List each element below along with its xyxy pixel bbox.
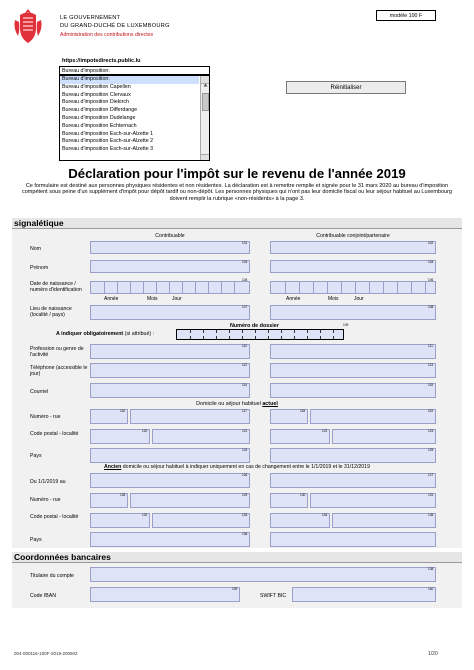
list-item[interactable]: Bureau d'imposition Echternach (62, 122, 137, 129)
field-courriel-1[interactable] (90, 383, 250, 398)
field-telephone-2[interactable] (270, 363, 436, 378)
field-iban[interactable] (90, 587, 240, 602)
bureau-select-value: Bureau d'imposition: (62, 68, 110, 74)
code-133: 133 (242, 513, 248, 517)
field-rue-1[interactable] (130, 409, 250, 424)
code-138: 138 (428, 567, 434, 571)
label-iban: Code IBAN (30, 593, 56, 599)
dossier-label-strong: A indiquer obligatoirement (56, 331, 124, 337)
list-item[interactable]: Bureau d'imposition Esch-sur-Alzette 1 (62, 130, 154, 137)
field-titulaire[interactable] (90, 567, 436, 582)
field-prenom-2[interactable] (270, 260, 436, 273)
label-telephone: Téléphone (accessible le jour) (30, 365, 88, 377)
field-dob-1[interactable] (90, 281, 250, 294)
code-139: 139 (232, 587, 238, 591)
code-130: 130 (300, 493, 306, 497)
list-item[interactable]: Bureau d'imposition Dudelange (62, 115, 136, 121)
domicile-title (0, 401, 474, 407)
section-signaletique: signalétique (12, 218, 462, 229)
ancien-prefix: Ancien (104, 464, 122, 470)
field-du-2[interactable] (270, 473, 436, 488)
label-code-postal: Code postal - localité (30, 431, 79, 437)
list-item[interactable]: Bureau d'imposition Differdange (62, 107, 138, 114)
label-mois-1: Mois (147, 296, 158, 302)
col-header-conjoint: Contribuable conjoint/partenaire (316, 233, 390, 239)
field-swift[interactable] (292, 587, 436, 602)
field-loc-1[interactable] (152, 429, 250, 444)
code-107: 107 (242, 305, 248, 309)
field-cp-2[interactable] (270, 429, 330, 444)
field-profession-2[interactable] (270, 344, 436, 359)
code-116: 116 (120, 409, 126, 413)
model-box: modèle 100 F (376, 10, 436, 21)
field-loc-2[interactable] (332, 429, 436, 444)
footer-code: 004-000116-100F-2019-200502 (14, 651, 78, 656)
code-111: 111 (428, 344, 433, 348)
label-pays: Pays (30, 453, 42, 459)
field-anc-rue-1[interactable] (130, 493, 250, 508)
code-131: 131 (428, 493, 434, 497)
field-anc-loc-2[interactable] (332, 513, 436, 528)
label-courriel: Courriel (30, 389, 49, 395)
code-105: 105 (242, 278, 248, 282)
field-courriel-2[interactable] (270, 383, 436, 398)
code-112: 112 (242, 363, 248, 367)
code-136: 136 (242, 532, 248, 536)
list-item[interactable]: Bureau d'imposition Clervaux (62, 91, 131, 98)
field-prenom-1[interactable] (90, 260, 250, 273)
field-dob-2[interactable] (270, 281, 436, 294)
code-115: 115 (428, 383, 434, 387)
coat-of-arms-logo (12, 8, 44, 46)
field-anc-pays-1[interactable] (90, 532, 250, 547)
label-nom: Nom (30, 246, 41, 252)
label-jour-1: Jour (172, 296, 182, 302)
field-dossier[interactable] (176, 329, 344, 340)
gov-line-1: LE GOUVERNEMENT (60, 15, 121, 21)
code-135: 135 (428, 513, 434, 517)
code-129: 129 (242, 493, 248, 497)
code-125: 125 (428, 448, 434, 452)
bureau-select[interactable] (59, 66, 210, 75)
code-123: 123 (428, 429, 434, 433)
code-102: 102 (428, 241, 434, 245)
label-titulaire: Titulaire du compte (30, 573, 74, 579)
code-114: 114 (242, 383, 248, 387)
list-item[interactable]: Bureau d'imposition Capellen (62, 83, 131, 90)
admin-line: Administration des contributions directes (60, 32, 154, 38)
label-jour-2: Jour (354, 296, 364, 302)
domicile-actuel: actuel (262, 401, 278, 407)
label-mois-2: Mois (328, 296, 339, 302)
code-134: 134 (322, 513, 328, 517)
bureau-listbox[interactable] (59, 75, 210, 161)
code-128: 128 (120, 493, 126, 497)
label-numero-rue: Numéro - rue (30, 414, 61, 420)
field-pays-1[interactable] (90, 448, 250, 463)
code-104: 104 (428, 260, 434, 264)
label-dob: Date de naissance / numéro d'identification (30, 281, 82, 293)
field-telephone-1[interactable] (90, 363, 250, 378)
code-126: 126 (242, 473, 248, 477)
label-annee-1: Année (104, 296, 119, 302)
code-118: 118 (300, 409, 306, 413)
code-108: 108 (428, 305, 434, 309)
dossier-label-hint: (si attribué) : (124, 331, 155, 337)
field-profession-1[interactable] (90, 344, 250, 359)
field-nom-2[interactable] (270, 241, 436, 254)
list-item[interactable]: Bureau d'imposition Esch-sur-Alzette 2 (62, 138, 154, 145)
dossier-title: Numéro de dossier (230, 323, 279, 329)
site-url: https://impotsdirects.public.lu (62, 58, 141, 64)
domicile-title-text: Domicile ou séjour habituel (196, 401, 261, 407)
list-item[interactable]: Bureau d'imposition: (60, 76, 199, 84)
code-121: 121 (242, 429, 248, 433)
code-140: 140 (428, 587, 434, 591)
col-header-contribuable: Contribuable (155, 233, 185, 239)
code-122: 122 (322, 429, 328, 433)
ancien-text: domicile ou séjour habituel à indiquer uniquement en cas de changement entre le 1/1/2019 et le 31/12/2019 (122, 464, 370, 470)
field-anc-rue-2[interactable] (310, 493, 436, 508)
code-101: 101 (242, 241, 248, 245)
label-code-postal-2: Code postal - localité (30, 514, 79, 520)
scroll-thumb[interactable] (202, 93, 209, 111)
chevron-down-icon[interactable] (201, 154, 210, 161)
field-rue-2[interactable] (310, 409, 436, 424)
page-title: Déclaration pour l'impôt sur le revenu de l'année 2019 (68, 166, 406, 181)
code-113: 113 (428, 363, 434, 367)
code-106: 106 (428, 278, 434, 282)
label-pays-2: Pays (30, 537, 42, 543)
list-item[interactable]: Bureau d'imposition Esch-sur-Alzette 3 (62, 146, 154, 153)
chevron-down-icon[interactable] (202, 68, 208, 74)
scrollbar[interactable] (200, 76, 209, 161)
field-anc-cp-1[interactable] (90, 513, 150, 528)
label-prenom: Prénom (30, 265, 49, 271)
intro-text: Ce formulaire est destiné aux personnes physiques résidentes et non résidentes. La déclaration est à remettre remplie et signée pour le 31 mars 2020 au bureau d'imposition compétent sous peine d'un supplément d'impôt pour dépôt tardif ou non-dépôt. Les personnes physiques qui n'ont pas leur domicile fiscal ou leur séjour habituel au Luxembourg doivent remplir la rubrique «non-résidents» à la page 3. (22, 183, 452, 202)
code-124: 124 (242, 448, 248, 452)
label-du: Du 1/1/2019 au (30, 479, 66, 485)
field-lieu-2[interactable] (270, 305, 436, 320)
list-item[interactable]: Bureau d'imposition Diekirch (62, 99, 129, 106)
code-119: 119 (428, 409, 434, 413)
section-bancaires: Coordonnées bancaires (12, 552, 462, 563)
reset-button[interactable]: Réinitialiser (286, 81, 406, 94)
code-127: 127 (428, 473, 434, 477)
gov-line-2: DU GRAND-DUCHÉ DE LUXEMBOURG (60, 23, 170, 29)
field-pays-2[interactable] (270, 448, 436, 463)
field-anc-pays-2[interactable] (270, 532, 436, 547)
field-anc-loc-1[interactable] (152, 513, 250, 528)
label-swift: SWIFT BIC (260, 593, 287, 599)
field-du-1[interactable] (90, 473, 250, 488)
ancien-title (0, 464, 474, 470)
field-lieu-1[interactable] (90, 305, 250, 320)
field-cp-1[interactable] (90, 429, 150, 444)
field-nom-1[interactable] (90, 241, 250, 254)
label-numero-rue-2: Numéro - rue (30, 497, 61, 503)
label-lieu: Lieu de naissance (localité / pays) (30, 306, 72, 318)
code-132: 132 (142, 513, 148, 517)
code-103: 103 (242, 260, 248, 264)
dossier-label (56, 331, 154, 337)
field-anc-cp-2[interactable] (270, 513, 330, 528)
page-number: 1/20 (428, 651, 438, 657)
label-profession: Profession ou genre de l'activité (30, 346, 84, 358)
chevron-up-icon[interactable] (201, 76, 210, 84)
code-109: 109 (343, 323, 349, 327)
code-110: 110 (242, 344, 248, 348)
code-117: 117 (242, 409, 248, 413)
code-120: 120 (142, 429, 148, 433)
label-annee-2: Année (286, 296, 301, 302)
